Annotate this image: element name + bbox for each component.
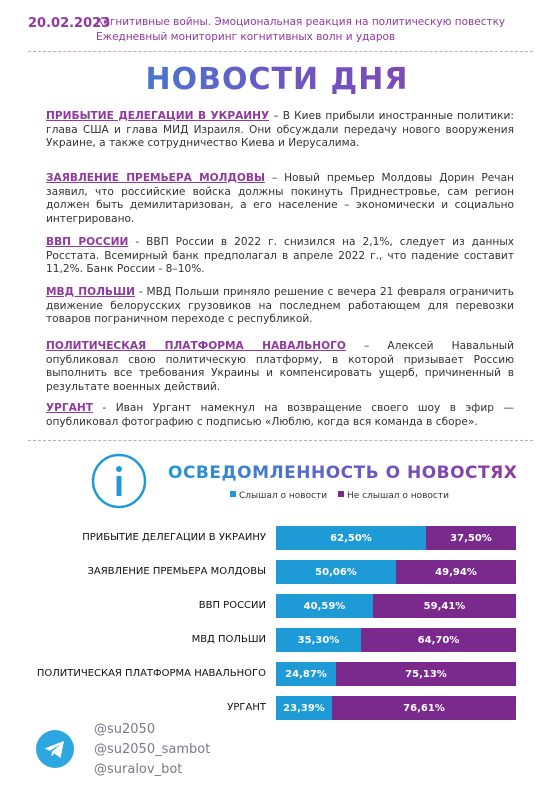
- chart-bar-row: [276, 594, 516, 618]
- news-item: [46, 236, 514, 277]
- news-keyword: ЗАЯВЛЕНИЕ ПРЕМЬЕРА МОЛДОВЫ: [46, 172, 265, 184]
- section-divider: [28, 440, 533, 441]
- legend-label: Слышал о новости: [239, 491, 328, 501]
- bar-not-heard: [396, 560, 516, 584]
- news-keyword: ПРИБЫТИЕ ДЕЛЕГАЦИИ В УКРАИНУ: [46, 110, 270, 122]
- bar-heard: [276, 628, 361, 652]
- bar-value-label: 75,13%: [405, 668, 447, 680]
- chart-bar-row: [276, 560, 516, 584]
- news-text: - Иван Ургант намекнул на возвращение своего шоу в эфир — опубликовал фотографию с подписью «Люблю, когда вся команда в сборе».: [46, 402, 514, 428]
- chart-category-label: ПОЛИТИЧЕСКАЯ ПЛАТФОРМА НАВАЛЬНОГО: [36, 668, 266, 679]
- news-keyword: МВД ПОЛЬШИ: [46, 286, 135, 298]
- chart-category-label: УРГАНТ: [227, 702, 266, 713]
- legend-item-not-heard: [338, 491, 449, 501]
- bar-value-label: 35,30%: [297, 634, 340, 646]
- bar-heard: [276, 662, 336, 686]
- news-keyword: ВВП РОССИИ: [46, 236, 129, 248]
- bar-heard: [276, 696, 332, 720]
- bar-value-label: 23,39%: [283, 702, 325, 714]
- news-item: [46, 172, 514, 226]
- awareness-chart: [0, 524, 554, 724]
- header: [0, 0, 554, 58]
- chart-bar-row: [276, 696, 516, 720]
- bar-value-label: 37,50%: [450, 532, 492, 544]
- bar-not-heard: [426, 526, 516, 550]
- bar-value-label: 62,50%: [330, 532, 372, 544]
- chart-category-label: МВД ПОЛЬШИ: [191, 634, 266, 645]
- telegram-icon: [36, 730, 74, 768]
- header-subtitle-2: Ежедневный мониторинг когнитивных волн и ударов: [96, 31, 396, 43]
- telegram-handle[interactable]: @su2050: [94, 722, 156, 737]
- bar-value-label: 50,06%: [315, 566, 357, 578]
- bar-heard: [276, 560, 396, 584]
- news-item: [46, 402, 514, 429]
- page-title: НОВОСТИ ДНЯ: [0, 62, 554, 97]
- bar-heard: [276, 594, 373, 618]
- legend-label: Не слышал о новости: [347, 491, 449, 501]
- bar-not-heard: [373, 594, 516, 618]
- bar-value-label: 40,59%: [303, 600, 346, 612]
- report-date: 20.02.2023: [28, 16, 111, 31]
- bar-value-label: 59,41%: [423, 600, 466, 612]
- chart-bar-row: [276, 628, 516, 652]
- news-text: – Новый премьер Молдовы Дорин Речан заявил, что российские войска должны покинуть Приднестровье, сам регион должен быть демилитаризован, а его население – экономически и социально интегрировано.: [46, 172, 514, 225]
- news-text: – Алексей Навальный опубликовал свою политическую платформу, в которой призывает Россию выполнить все требования Украины и компенсировать ущерб, причиненный в результате военных действий.: [46, 340, 514, 393]
- chart-bar-row: [276, 662, 516, 686]
- news-keyword: ПОЛИТИЧЕСКАЯ ПЛАТФОРМА НАВАЛЬНОГО: [46, 340, 346, 352]
- header-subtitle-1: Когнитивные войны. Эмоциональная реакция на политическую повестку: [96, 16, 506, 28]
- chart-category-label: ЗАЯВЛЕНИЕ ПРЕМЬЕРА МОЛДОВЫ: [87, 566, 266, 577]
- legend-item-heard: [230, 491, 327, 501]
- bar-not-heard: [332, 696, 516, 720]
- news-keyword: УРГАНТ: [46, 402, 93, 414]
- bar-heard: [276, 526, 426, 550]
- chart-category-label: ПРИБЫТИЕ ДЕЛЕГАЦИИ В УКРАИНУ: [82, 532, 266, 543]
- awareness-title: ОСВЕДОМЛЕННОСТЬ О НОВОСТЯХ: [168, 463, 518, 483]
- news-item: [46, 110, 514, 151]
- legend-swatch: [338, 491, 344, 497]
- telegram-handle[interactable]: @suralov_bot: [94, 762, 183, 777]
- info-icon: [90, 452, 148, 510]
- news-item: [46, 340, 514, 394]
- news-text: - ВВП России в 2022 г. снизился на 2,1%, следует из данных Росстата. Всемирный банк предполагал в апреле 2022 г., что падение составит 11,2%. Банк России - 8–10%.: [46, 236, 514, 276]
- chart-bar-row: [276, 526, 516, 550]
- bar-value-label: 64,70%: [417, 634, 460, 646]
- bar-value-label: 24,87%: [285, 668, 327, 680]
- header-divider: [28, 51, 533, 52]
- legend-swatch: [230, 491, 236, 497]
- bar-not-heard: [336, 662, 516, 686]
- news-text: – В Киев прибыли иностранные политики: глава США и глава МИД Израиля. Они обсуждали передачу нового вооружения Украине, а также сотрудничество Киева и Иерусалима.: [46, 110, 514, 150]
- news-item: [46, 286, 514, 327]
- news-text: - МВД Польши приняло решение с вечера 21 февраля ограничить движение белорусских грузовиков на последнем работающем для перевозки товаров пограничном переходе с республикой.: [46, 286, 514, 326]
- bar-value-label: 49,94%: [435, 566, 477, 578]
- bar-not-heard: [361, 628, 516, 652]
- chart-category-label: ВВП РОССИИ: [198, 600, 266, 611]
- bar-value-label: 76,61%: [403, 702, 445, 714]
- telegram-handle[interactable]: @su2050_sambot: [94, 742, 211, 757]
